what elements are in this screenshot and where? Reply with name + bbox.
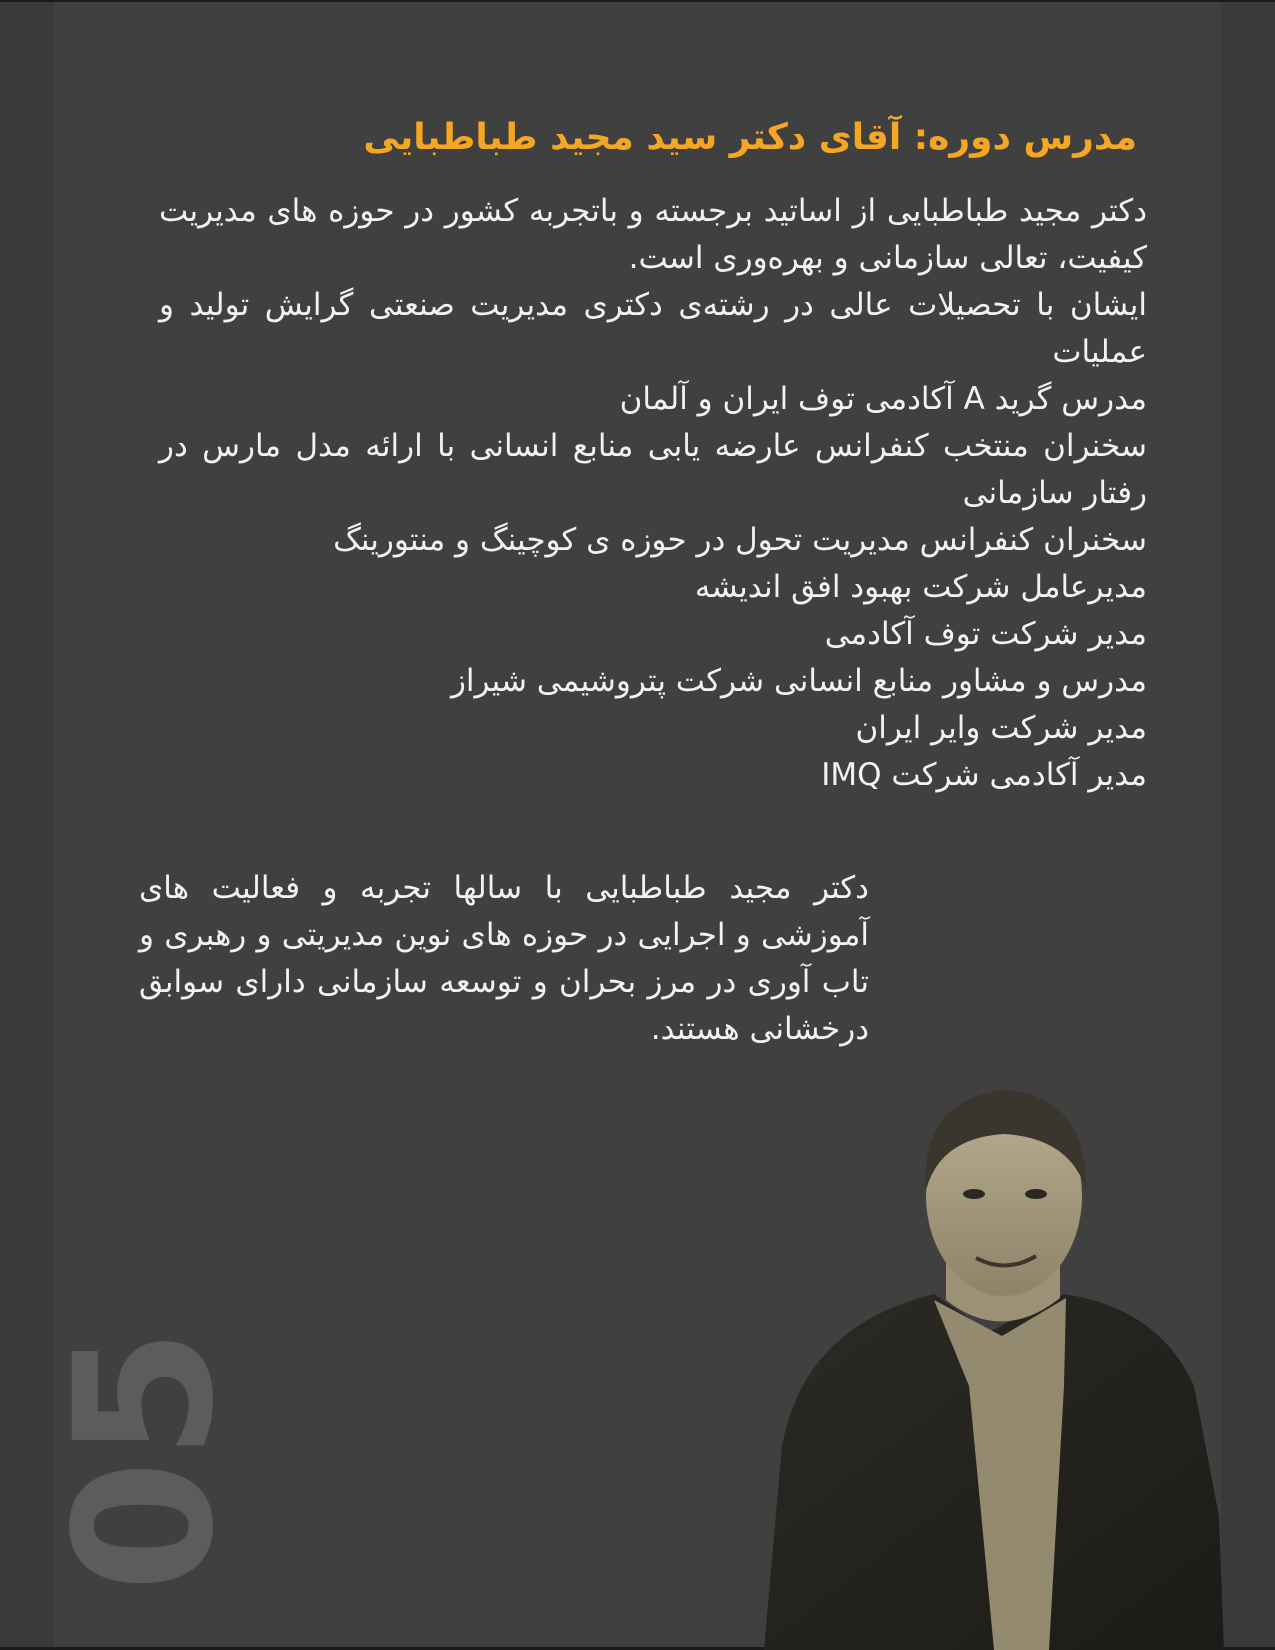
- right-margin-strip: [1221, 0, 1275, 1650]
- bio-line-ceo-behbood: مدیرعامل شرکت بهبود افق اندیشه: [694, 569, 1147, 605]
- left-margin-strip: [0, 0, 54, 1650]
- course-instructor-title: مدرس دوره: آقای دکتر سید مجید طباطبایی: [363, 117, 1137, 159]
- bio-line-hr-conference-speaker: سخنران منتخب کنفرانس عارضه یابی منابع انسانی با ارائه مدل مارس در رفتار سازمانی: [159, 428, 1147, 511]
- page-number: [34, 1290, 258, 1630]
- bio-line-shiraz-petrochemical: مدرس و مشاور منابع انسانی شرکت پتروشیمی شیراز: [450, 663, 1147, 699]
- page-number-text: 05: [34, 1327, 256, 1593]
- bio-line-imq-academy: مدیر آکادمی شرکت IMQ: [821, 757, 1147, 793]
- bio-paragraph-intro: دکتر مجید طباطبایی از اساتید برجسته و باتجربه کشور در حوزه های مدیریت کیفیت، تعالی سازمانی و بهره‌وری است.: [159, 193, 1147, 276]
- bio-line-transformation-conference-speaker: سخنران کنفرانس مدیریت تحول در حوزه ی کوچینگ و منتورینگ: [333, 522, 1147, 558]
- portrait-left-eye: [963, 1189, 985, 1199]
- bio-line-grade-a-instructor: مدرس گرید A آکادمی توف ایران و آلمان: [619, 381, 1147, 417]
- bio-line-manager-tuv-academy: مدیر شرکت توف آکادمی: [824, 616, 1147, 652]
- portrait-right-eye: [1025, 1189, 1047, 1199]
- bio-paragraph-education: ایشان با تحصیلات عالی در رشته‌ی دکتری مدیریت صنعتی گرایش تولید و عملیات: [159, 287, 1147, 370]
- instructor-bio: [159, 188, 1147, 799]
- instructor-portrait: [764, 1086, 1224, 1650]
- bio-line-wire-iran: مدیر شرکت وایر ایران: [855, 710, 1147, 746]
- summary-paragraph: دکتر مجید طباطبایی با سالها تجربه و فعالیت های آموزشی و اجرایی در حوزه های نوین مدیریتی و رهبری و تاب آوری در مرز بحران و توسعه سازمانی دارای سوابق درخشانی هستند.: [139, 870, 869, 1047]
- top-border: [0, 0, 1275, 2]
